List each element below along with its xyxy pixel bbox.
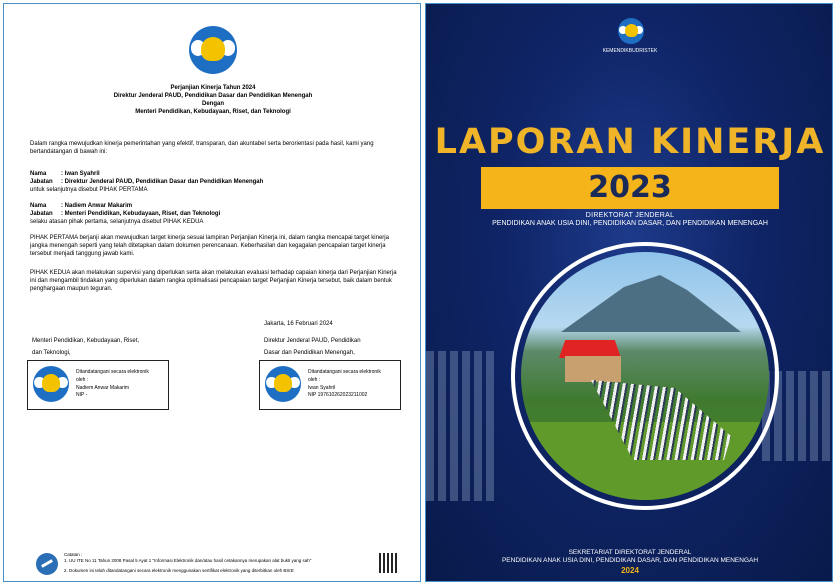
year-band [481,167,779,209]
note-1: 1. UU ITE No 11 Tahun 2008 Pasal 5 Ayat 1 "Informasi Elektronik dan/atau hasil cetakannya merupakan alat bukti yang sah" [64,558,312,563]
party1-name-label: Nama [30,171,47,177]
qr-code-icon [379,553,399,573]
note-2: 2. Dokumen ini telah ditandatangani secara elektronik menggunakan sertifikat elektronik yang diterbitkan oleh BSrE [64,568,294,573]
paragraph-pihak-kedua: PIHAK KEDUA akan melakukan supervisi yang diperlukan serta akan melakukan evaluasi terhadap capaian kinerja dari Perjanjian Kinerja ini dan mengambil tindakan yang diperlukan dalam rangka optimalisasi pencapaian target Perjanjian Kinerja tersebut, baik dalam bentuk penghargaan maupun teguran. [30,270,397,292]
title-line-1: Perjanjian Kinerja Tahun 2024 [170,85,256,91]
directorate-line-1: DIREKTORAT JENDERAL [585,212,675,219]
party2-position-label: Jabatan [30,211,53,217]
mountain [561,272,741,332]
footer-year: 2024 [621,566,639,575]
notes-heading: Catatan : [64,552,83,557]
title-line-3: Dengan [201,101,224,107]
city-skyline-left [426,351,496,501]
directorate-line-2: PENDIDIKAN ANAK USIA DINI, PENDIDIKAN DASAR, DAN PENDIDIKAN MENENGAH [492,220,768,227]
tut-wuri-handayani-emblem-icon [33,366,69,402]
cover-year: 2023 [588,170,672,205]
signer-left-title-2: dan Teknologi, [32,350,71,356]
party2-name: : Nadiem Anwar Makarim [61,203,133,209]
party1-name: : Iwan Syahril [61,171,100,177]
esign-line-2: oleh : [76,377,89,383]
cover-photo [521,252,769,500]
signer-right-title-2: Dasar dan Pendidikan Menengah, [264,350,355,356]
party2-note: selaku atasan pihak pertama, selanjutnya disebut PIHAK KEDUA [30,219,204,225]
ministry-label: KEMENDIKBUDRISTEK [602,48,658,54]
esign-line-3: Iwan Syahril [308,385,336,391]
esign-line-4: NIP - [76,392,88,398]
report-cover [425,3,833,582]
signature-box-director-general [259,360,401,410]
place-date: Jakarta, 16 Februari 2024 [264,321,333,327]
esign-line-4: NIP 197610262023211002 [308,392,368,398]
esign-line-3: Nadiem Anwar Makarim [76,385,130,391]
tut-wuri-handayani-emblem-icon [265,366,301,402]
ite-logo-icon [36,553,58,575]
signer-left-title-1: Menteri Pendidikan, Kebudayaan, Riset, [32,338,140,344]
footer-line-1: SEKRETARIAT DIREKTORAT JENDERAL [568,549,692,556]
esign-line-1: Ditandatangani secara elektronik [308,369,381,375]
tut-wuri-handayani-emblem-icon [618,18,644,44]
footer-line-2: PENDIDIKAN ANAK USIA DINI, PENDIDIKAN DASAR, DAN PENDIDIKAN MENENGAH [501,557,759,564]
signer-right-title-1: Direktur Jenderal PAUD, Pendidikan [264,338,361,344]
title-line-2: Direktur Jenderal PAUD, Pendidikan Dasar dan Pendidikan Menengah [113,93,313,99]
esign-line-1: Ditandatangani secara elektronik [76,369,149,375]
tut-wuri-handayani-emblem-icon [189,26,237,74]
title-line-4: Menteri Pendidikan, Kebudayaan, Riset, dan Teknologi [135,109,291,115]
party2-position: : Menteri Pendidikan, Kebudayaan, Riset, dan Teknologi [61,211,221,217]
agreement-page [3,3,421,582]
party2-name-label: Nama [30,203,47,209]
notes [64,552,311,574]
house-wall [565,356,621,382]
esign-line-2: oleh : [308,377,321,383]
cover-title: LAPORAN KINERJA [434,122,826,162]
party1-note: untuk selanjutnya disebut PIHAK PERTAMA [30,187,148,193]
intro-paragraph: Dalam rangka mewujudkan kinerja pemerintahan yang efektif, transparan, dan akuntabel serta berorientasi pada hasil, kami yang bertandatangan di bawah ini: [30,141,374,155]
paragraph-pihak-pertama: PIHAK PERTAMA berjanji akan mewujudkan target kinerja sesuai lampiran Perjanjian Kinerja ini, dalam rangka mencapai target kinerja jangka menengah seperti yang telah ditetapkan dalam dokumen perencanaan. Keberhasilan dan kegagalan pencapaian target kinerja tersebut menjadi tanggung jawab kami. [30,235,389,257]
signature-box-minister [27,360,169,410]
party1-position-label: Jabatan [30,179,53,185]
party1-position: : Direktur Jenderal PAUD, Pendidikan Dasar dan Pendidikan Menengah [61,179,264,185]
